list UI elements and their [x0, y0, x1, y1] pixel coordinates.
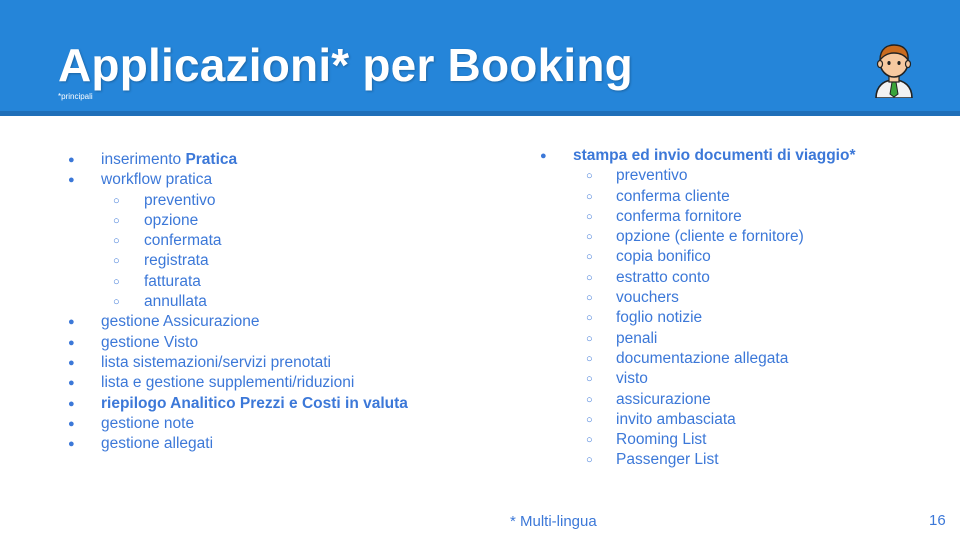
sub-list-item: ○ copia bonifico	[540, 247, 940, 267]
list-item: ● stampa ed invio documenti di viaggio*	[540, 146, 940, 166]
list-item: ● gestione Visto	[68, 333, 408, 353]
sub-list-item: ○ fatturata	[68, 272, 408, 292]
slide-header	[0, 0, 960, 116]
sub-list-item: ○ documentazione allegata	[540, 349, 940, 369]
list-item: ● riepilogo Analitico Prezzi e Costi in valuta	[68, 394, 408, 414]
sub-list-item: ○ registrata	[68, 251, 408, 271]
left-column	[68, 150, 408, 454]
sub-list-item: ○ annullata	[68, 292, 408, 312]
slide-subtitle: *principali	[58, 92, 93, 101]
sub-list-item: ○ assicurazione	[540, 390, 940, 410]
sub-list-item: ○ foglio notizie	[540, 308, 940, 328]
sub-list-item: ○ visto	[540, 369, 940, 389]
right-list	[540, 146, 940, 471]
list-item: ● workflow pratica	[68, 170, 408, 190]
slide-title: Applicazioni* per Booking	[58, 39, 633, 91]
footnote: * Multi-lingua	[510, 513, 597, 530]
sub-list-item: ○ opzione (cliente e fornitore)	[540, 227, 940, 247]
list-item: ● lista sistemazioni/servizi prenotati	[68, 353, 408, 373]
sub-list-item: ○ Rooming List	[540, 430, 940, 450]
sub-list-item: ○ preventivo	[540, 166, 940, 186]
sub-list-item: ○ opzione	[68, 211, 408, 231]
sub-list-item: ○ confermata	[68, 231, 408, 251]
left-list	[68, 150, 408, 454]
list-item: ● gestione Assicurazione	[68, 312, 408, 332]
sub-list-item: ○ invito ambasciata	[540, 410, 940, 430]
right-column	[540, 146, 940, 471]
list-item: ● gestione note	[68, 414, 408, 434]
sub-list-item: ○ vouchers	[540, 288, 940, 308]
user-avatar-icon	[870, 42, 918, 98]
list-item: ● lista e gestione supplementi/riduzioni	[68, 373, 408, 393]
sub-list-item: ○ estratto conto	[540, 268, 940, 288]
list-item: ● gestione allegati	[68, 434, 408, 454]
page-number: 16	[929, 512, 946, 529]
sub-list-item: ○ penali	[540, 329, 940, 349]
sub-list-item: ○ conferma fornitore	[540, 207, 940, 227]
sub-list-item: ○ Passenger List	[540, 450, 940, 470]
sub-list-item: ○ preventivo	[68, 191, 408, 211]
sub-list-item: ○ conferma cliente	[540, 187, 940, 207]
list-item: ● inserimento Pratica	[68, 150, 408, 170]
